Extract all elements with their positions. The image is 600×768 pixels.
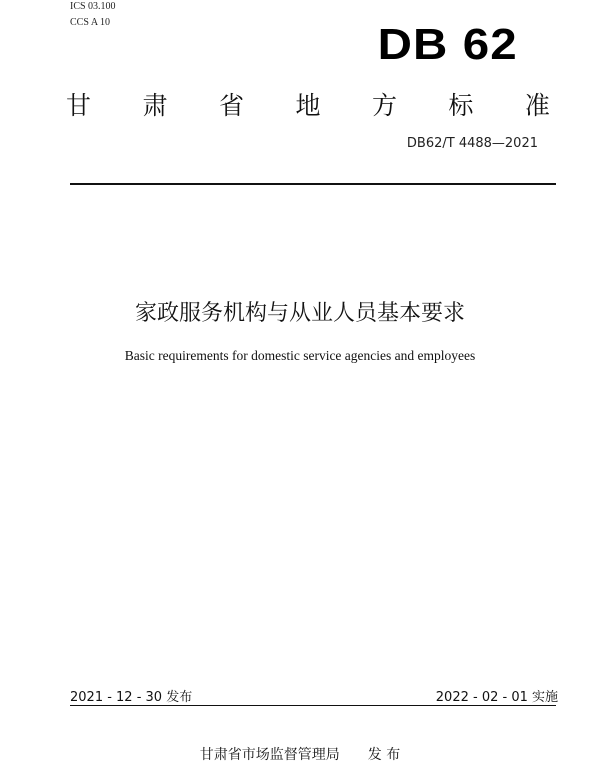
standard-number: DB62/T 4488—2021 [406, 136, 538, 151]
standard-type-char: 准 [524, 91, 550, 120]
title-english: Basic requirements for domestic service agencies and employees [124, 348, 476, 363]
standard-type-char: 肃 [142, 91, 168, 120]
standard-type-char: 省 [218, 91, 244, 120]
standard-type [66, 86, 550, 122]
standard-type-char: 标 [448, 91, 474, 120]
standard-type-char: 甘 [66, 91, 92, 120]
db-logo: DB 62 [377, 20, 518, 69]
ccs-code: CCS A 10 [70, 17, 111, 28]
standard-type-char: 地 [295, 91, 321, 120]
standard-type-char: 方 [371, 91, 397, 120]
publisher: 甘肃省市场监督管理局 发 布 [199, 747, 401, 763]
ics-code: ICS 03.100 [70, 1, 116, 12]
top-divider [70, 183, 556, 185]
title-chinese: 家政服务机构与从业人员基本要求 [134, 301, 465, 326]
bottom-divider [70, 705, 556, 706]
implementation-date: 2022 - 02 - 01 实施 [435, 690, 558, 705]
issue-date: 2021 - 12 - 30 发布 [70, 690, 193, 705]
